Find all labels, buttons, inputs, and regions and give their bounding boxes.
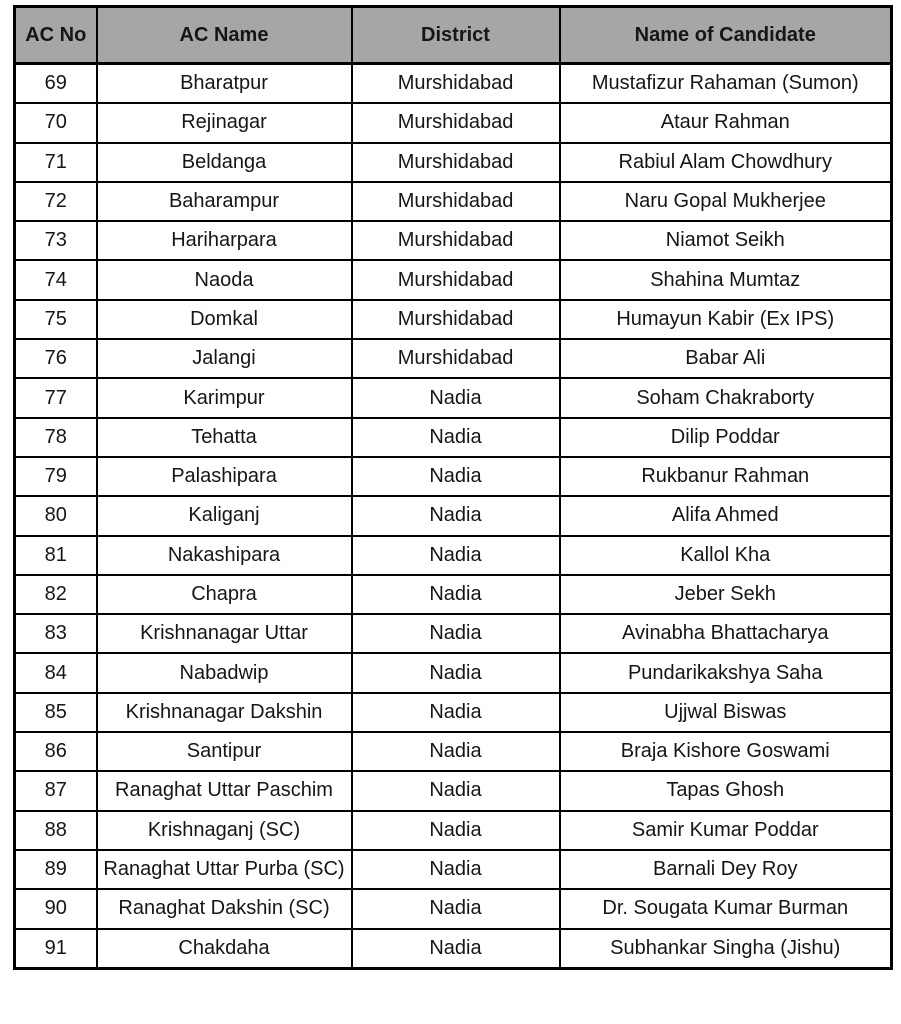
cell-candidate: Dr. Sougata Kumar Burman [560,889,892,928]
cell-ac-name: Chapra [97,575,352,614]
cell-district: Murshidabad [352,64,560,104]
cell-candidate: Soham Chakraborty [560,378,892,417]
cell-ac-name: Krishnaganj (SC) [97,811,352,850]
column-header-ac-name: AC Name [97,7,352,64]
cell-district: Nadia [352,850,560,889]
cell-candidate: Mustafizur Rahaman (Sumon) [560,64,892,104]
cell-ac-no: 80 [15,496,97,535]
cell-candidate: Ujjwal Biswas [560,693,892,732]
candidate-table [13,5,893,970]
cell-ac-name: Krishnanagar Uttar [97,614,352,653]
cell-district: Murshidabad [352,143,560,182]
cell-candidate: Humayun Kabir (Ex IPS) [560,300,892,339]
table-header [15,7,892,64]
cell-ac-no: 75 [15,300,97,339]
column-header-ac-no: AC No [15,7,97,64]
table-row [15,103,892,142]
cell-ac-name: Palashipara [97,457,352,496]
cell-ac-no: 89 [15,850,97,889]
cell-ac-no: 86 [15,732,97,771]
cell-ac-no: 71 [15,143,97,182]
cell-district: Murshidabad [352,339,560,378]
cell-ac-name: Bharatpur [97,64,352,104]
cell-ac-no: 73 [15,221,97,260]
cell-district: Nadia [352,693,560,732]
table-row [15,64,892,104]
table-row [15,811,892,850]
cell-candidate: Dilip Poddar [560,418,892,457]
cell-district: Murshidabad [352,103,560,142]
cell-ac-name: Chakdaha [97,929,352,969]
cell-district: Nadia [352,811,560,850]
cell-ac-no: 72 [15,182,97,221]
cell-candidate: Rukbanur Rahman [560,457,892,496]
table-row [15,575,892,614]
table-row [15,339,892,378]
table-row [15,182,892,221]
table-row [15,850,892,889]
cell-candidate: Naru Gopal Mukherjee [560,182,892,221]
cell-ac-no: 91 [15,929,97,969]
cell-ac-name: Nakashipara [97,536,352,575]
table-row [15,418,892,457]
cell-ac-name: Ranaghat Uttar Purba (SC) [97,850,352,889]
header-row [15,7,892,64]
cell-candidate: Niamot Seikh [560,221,892,260]
cell-district: Nadia [352,575,560,614]
table-row [15,732,892,771]
table-row [15,496,892,535]
table-row [15,143,892,182]
cell-candidate: Rabiul Alam Chowdhury [560,143,892,182]
cell-ac-name: Baharampur [97,182,352,221]
cell-district: Nadia [352,457,560,496]
cell-candidate: Alifa Ahmed [560,496,892,535]
cell-district: Nadia [352,771,560,810]
table-row [15,378,892,417]
cell-candidate: Samir Kumar Poddar [560,811,892,850]
cell-district: Nadia [352,614,560,653]
cell-candidate: Ataur Rahman [560,103,892,142]
cell-ac-name: Ranaghat Dakshin (SC) [97,889,352,928]
cell-ac-name: Beldanga [97,143,352,182]
table-body [15,64,892,969]
table-row [15,260,892,299]
cell-candidate: Kallol Kha [560,536,892,575]
cell-ac-no: 69 [15,64,97,104]
cell-ac-name: Rejinagar [97,103,352,142]
cell-district: Murshidabad [352,182,560,221]
cell-candidate: Babar Ali [560,339,892,378]
cell-ac-name: Krishnanagar Dakshin [97,693,352,732]
cell-ac-no: 87 [15,771,97,810]
cell-ac-no: 77 [15,378,97,417]
table-row [15,457,892,496]
cell-ac-name: Ranaghat Uttar Paschim [97,771,352,810]
cell-district: Nadia [352,929,560,969]
cell-district: Nadia [352,889,560,928]
cell-candidate: Jeber Sekh [560,575,892,614]
table-row [15,221,892,260]
cell-ac-no: 88 [15,811,97,850]
cell-ac-no: 82 [15,575,97,614]
cell-ac-no: 74 [15,260,97,299]
table-row [15,300,892,339]
cell-ac-no: 79 [15,457,97,496]
cell-district: Murshidabad [352,260,560,299]
cell-ac-name: Tehatta [97,418,352,457]
cell-ac-name: Kaliganj [97,496,352,535]
cell-ac-no: 81 [15,536,97,575]
cell-candidate: Pundarikakshya Saha [560,653,892,692]
table-row [15,536,892,575]
table-row [15,771,892,810]
cell-ac-name: Hariharpara [97,221,352,260]
cell-candidate: Barnali Dey Roy [560,850,892,889]
table-row [15,929,892,969]
cell-district: Nadia [352,536,560,575]
cell-ac-no: 76 [15,339,97,378]
cell-ac-name: Nabadwip [97,653,352,692]
cell-ac-no: 70 [15,103,97,142]
cell-candidate: Avinabha Bhattacharya [560,614,892,653]
cell-district: Nadia [352,732,560,771]
cell-ac-name: Jalangi [97,339,352,378]
cell-candidate: Tapas Ghosh [560,771,892,810]
cell-district: Murshidabad [352,300,560,339]
cell-candidate: Braja Kishore Goswami [560,732,892,771]
column-header-candidate: Name of Candidate [560,7,892,64]
cell-ac-no: 78 [15,418,97,457]
cell-ac-name: Naoda [97,260,352,299]
cell-ac-name: Santipur [97,732,352,771]
table-row [15,614,892,653]
cell-candidate: Subhankar Singha (Jishu) [560,929,892,969]
column-header-district: District [352,7,560,64]
table-row [15,653,892,692]
table-row [15,693,892,732]
cell-district: Nadia [352,653,560,692]
cell-district: Nadia [352,496,560,535]
cell-candidate: Shahina Mumtaz [560,260,892,299]
cell-district: Nadia [352,418,560,457]
cell-ac-no: 90 [15,889,97,928]
cell-ac-name: Domkal [97,300,352,339]
table-row [15,889,892,928]
cell-ac-no: 83 [15,614,97,653]
cell-district: Murshidabad [352,221,560,260]
cell-district: Nadia [352,378,560,417]
cell-ac-no: 84 [15,653,97,692]
cell-ac-name: Karimpur [97,378,352,417]
cell-ac-no: 85 [15,693,97,732]
